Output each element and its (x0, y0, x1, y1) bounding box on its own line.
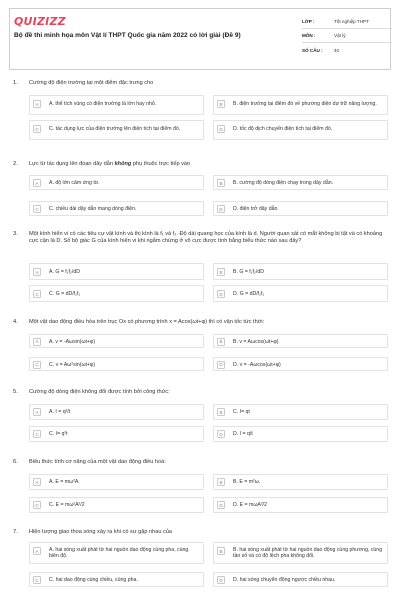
option-text: B. E = m²ω. (233, 479, 261, 485)
option-text: C. tác dụng lực của điện trường lên điện tích tại điểm đó. (49, 126, 181, 132)
question-5 (9, 389, 391, 437)
option-letter: A (33, 478, 41, 486)
question-text: Một kính hiển vi có các tiêu cự vật kính và thị kính là f₁ và f₂. Độ dài quang học của kính là d. Người quan sát có mắt không bị tật và có khoảng cực cận là D. Số bộ giác G của kính hiển vi khi ngắm chừng ở vô cực được tính bằng biểu thức nào sau đây? (29, 231, 383, 245)
option-b[interactable] (213, 334, 388, 348)
option-text: C. I= q²t (49, 431, 68, 437)
option-letter: C (33, 205, 41, 213)
option-letter: A (33, 100, 41, 108)
meta-key: SỐ CÂU : (302, 47, 323, 53)
meta-value: Tốt nghiệp THPT (334, 19, 369, 24)
option-letter: D (217, 430, 225, 438)
option-text: D. tốc độ dịch chuyển điện tích tại điểm đó. (233, 126, 333, 132)
question-text-part: phụ thuộc trực tiếp vào (131, 161, 191, 167)
option-d[interactable] (213, 497, 388, 513)
option-text: A. độ lớn cảm ứng từ. (49, 180, 100, 186)
option-c[interactable] (29, 426, 204, 442)
option-letter: D (217, 205, 225, 213)
question-6 (9, 459, 391, 508)
option-letter: B (217, 478, 225, 486)
option-a[interactable] (29, 95, 204, 115)
meta-row-count (302, 43, 392, 57)
option-a[interactable] (29, 542, 204, 564)
option-letter: B (217, 268, 225, 276)
question-text (29, 161, 384, 168)
option-b[interactable] (213, 175, 388, 190)
question-text: Hiện tượng giao thoa sóng xảy ra khi có sự gặp nhau của (29, 529, 173, 535)
option-letter: A (33, 547, 41, 555)
option-letter: D (217, 361, 225, 369)
option-b[interactable] (213, 263, 388, 280)
question-3 (9, 231, 391, 297)
question-number: 2. (13, 161, 18, 167)
question-number: 4. (13, 319, 18, 325)
option-letter: C (33, 361, 41, 369)
question-text-part: Lực từ tác dụng lên đoạn dây dẫn (29, 161, 115, 167)
option-text: C. I= qt (233, 409, 250, 415)
option-a[interactable] (29, 263, 204, 280)
option-d[interactable] (213, 426, 388, 442)
question-2 (9, 161, 391, 212)
option-text: A. thể tích vùng có điện trường là lớn hay nhỏ. (49, 101, 157, 107)
option-c[interactable] (29, 120, 204, 140)
option-letter: B (217, 100, 225, 108)
meta-panel (302, 15, 392, 57)
option-d[interactable] (213, 201, 388, 216)
option-letter: A (33, 179, 41, 187)
option-text: A. E = mω²A. (49, 479, 80, 485)
question-text: Biểu thức tính cơ năng của một vật dao động điều hoà: (29, 459, 166, 465)
option-a[interactable] (29, 334, 204, 348)
meta-value: 40 (334, 47, 340, 53)
option-letter: C (33, 290, 41, 298)
option-c[interactable] (29, 497, 204, 513)
option-a[interactable] (29, 175, 204, 190)
option-letter: A (33, 268, 41, 276)
option-text: A. G = f₁f₂/dD (49, 269, 81, 275)
question-number: 6. (13, 459, 18, 465)
option-text: A. v = -Aωsin(ωt+φ) (49, 338, 96, 345)
option-text: B. v = Aωcos(ωt+φ) (233, 338, 279, 345)
option-letter: C (33, 576, 41, 584)
option-b[interactable] (213, 542, 388, 564)
option-text: A. hai sóng xuất phát từ hai nguồn dao động cùng pha, cùng biên độ. (49, 546, 189, 560)
option-d[interactable] (213, 285, 388, 302)
option-d[interactable] (213, 120, 388, 140)
meta-row-class (302, 15, 392, 29)
option-letter: D (217, 576, 225, 584)
worksheet-header (9, 8, 391, 70)
quizizz-logo: QUIZIZZ (14, 15, 66, 28)
meta-row-subject (302, 29, 392, 43)
meta-key: MÔN : (302, 33, 316, 38)
option-d[interactable] (213, 572, 388, 587)
option-letter: A (33, 408, 41, 416)
meta-value: Vật lý (334, 33, 346, 38)
option-c[interactable] (29, 201, 204, 216)
question-7 (9, 529, 391, 583)
option-text: C. E = mω²A²/2 (49, 502, 85, 508)
option-c[interactable] (29, 357, 204, 371)
option-text: B. G = f₁f₂/dD (233, 269, 265, 275)
option-letter: D (217, 125, 225, 133)
option-text: D. hai sóng chuyển động ngược chiều nhau. (233, 577, 336, 583)
document-title: Bộ đề thi minh họa môn Vật lí THPT Quốc gia năm 2022 có lời giải (Đề 9) (14, 32, 241, 39)
option-text: C. hai dao động cùng chiều, cùng pha. (49, 577, 138, 583)
option-text: D. v = -Aωcos(ωt+φ) (233, 361, 281, 368)
option-letter: B (217, 408, 225, 416)
option-letter: C (33, 501, 41, 509)
option-text: C. v = Aω²sin(ωt+φ) (49, 361, 96, 368)
option-letter: C (33, 430, 41, 438)
question-text: Cường độ điện trường tại một điểm đặc trưng cho (29, 80, 154, 86)
question-text-emphasis: không (114, 161, 132, 167)
option-letter: D (217, 501, 225, 509)
option-text: C. chiều dài dây dẫn mang dòng điện. (49, 206, 137, 212)
option-c[interactable] (29, 572, 204, 587)
option-a[interactable] (29, 474, 204, 490)
option-text: B. cường độ dòng điện chạy trong dây dẫn. (233, 180, 334, 186)
option-letter: C (33, 125, 41, 133)
option-letter: B (217, 547, 225, 555)
option-text: B. điện trường tại điểm đó về phương diện dự trữ năng lượng. (233, 101, 377, 107)
question-number: 1. (13, 80, 18, 86)
question-number: 3. (13, 231, 18, 237)
option-letter: A (33, 338, 41, 346)
question-1 (9, 80, 391, 132)
question-text: Cường độ dòng điện không đổi được tính bởi công thức: (29, 389, 170, 395)
option-text: B. hai sóng xuất phát từ hai nguồn dao động cùng phương, cùng tần số và có độ lệch pha không đổi. (233, 546, 383, 560)
question-text: Một vật dao động điều hòa trên trục Ox có phương trình x = Acos(ωt+φ) thì có vận tốc tức thời: (29, 319, 265, 325)
option-c[interactable] (29, 285, 204, 302)
question-number: 7. (13, 529, 18, 535)
option-b[interactable] (213, 474, 388, 490)
question-4 (9, 319, 391, 368)
option-text: D. G = dD/f₁f₂ (233, 291, 265, 297)
option-d[interactable] (213, 357, 388, 371)
option-b[interactable] (213, 95, 388, 115)
option-letter: B (217, 179, 225, 187)
option-letter: B (217, 338, 225, 346)
option-a[interactable] (29, 404, 204, 420)
question-number: 5. (13, 389, 18, 395)
option-text: D. I = q/t (233, 431, 253, 437)
option-letter: D (217, 290, 225, 298)
option-text: C. G = dD/f₁f₂ (49, 291, 81, 297)
option-b[interactable] (213, 404, 388, 420)
option-text: A. I = q²/t (49, 409, 71, 415)
option-text: D. điện trở dây dẫn. (233, 206, 279, 212)
option-text: D. E = mωA²/2 (233, 502, 267, 508)
meta-key: LỚP : (302, 19, 315, 24)
